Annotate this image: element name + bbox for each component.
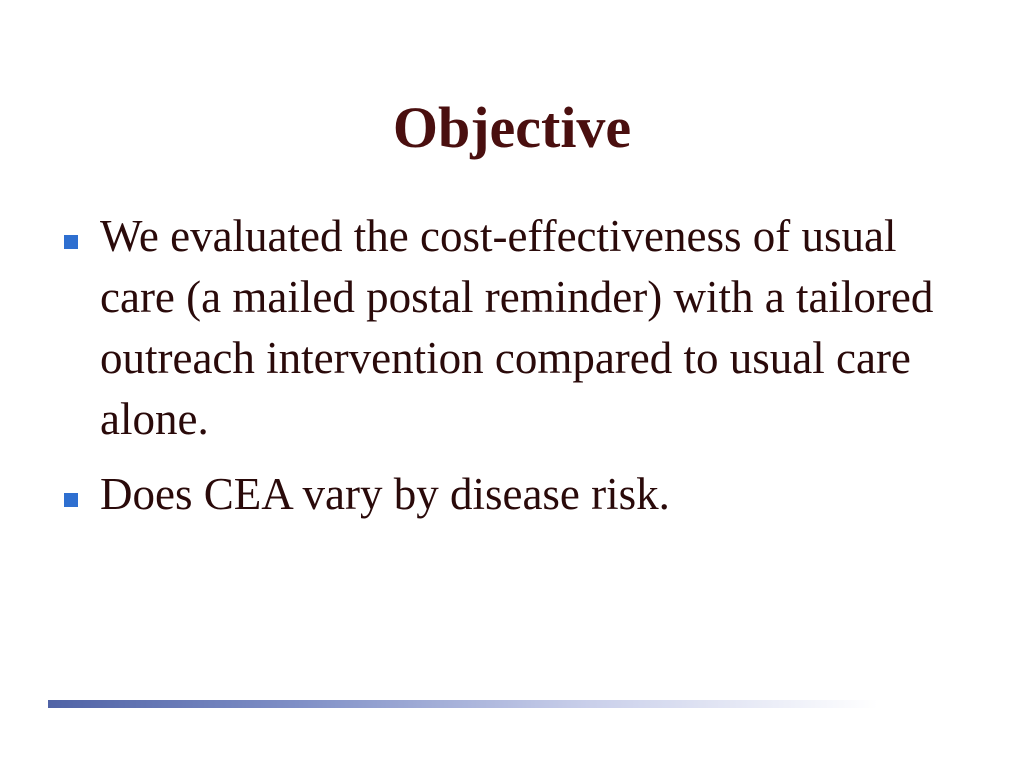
slide-title: Objective bbox=[392, 95, 632, 160]
footer-divider bbox=[48, 700, 878, 708]
bullet-list bbox=[60, 206, 940, 539]
bullet-item bbox=[60, 206, 940, 450]
bullet-text: We evaluated the cost-effectiveness of usual care (a mailed postal reminder) with a tailored outreach intervention compared to usual care alone. bbox=[100, 211, 934, 444]
square-bullet-icon bbox=[64, 235, 78, 249]
bullet-item bbox=[60, 464, 940, 525]
bullet-text: Does CEA vary by disease risk. bbox=[100, 469, 670, 519]
square-bullet-icon bbox=[64, 493, 78, 507]
